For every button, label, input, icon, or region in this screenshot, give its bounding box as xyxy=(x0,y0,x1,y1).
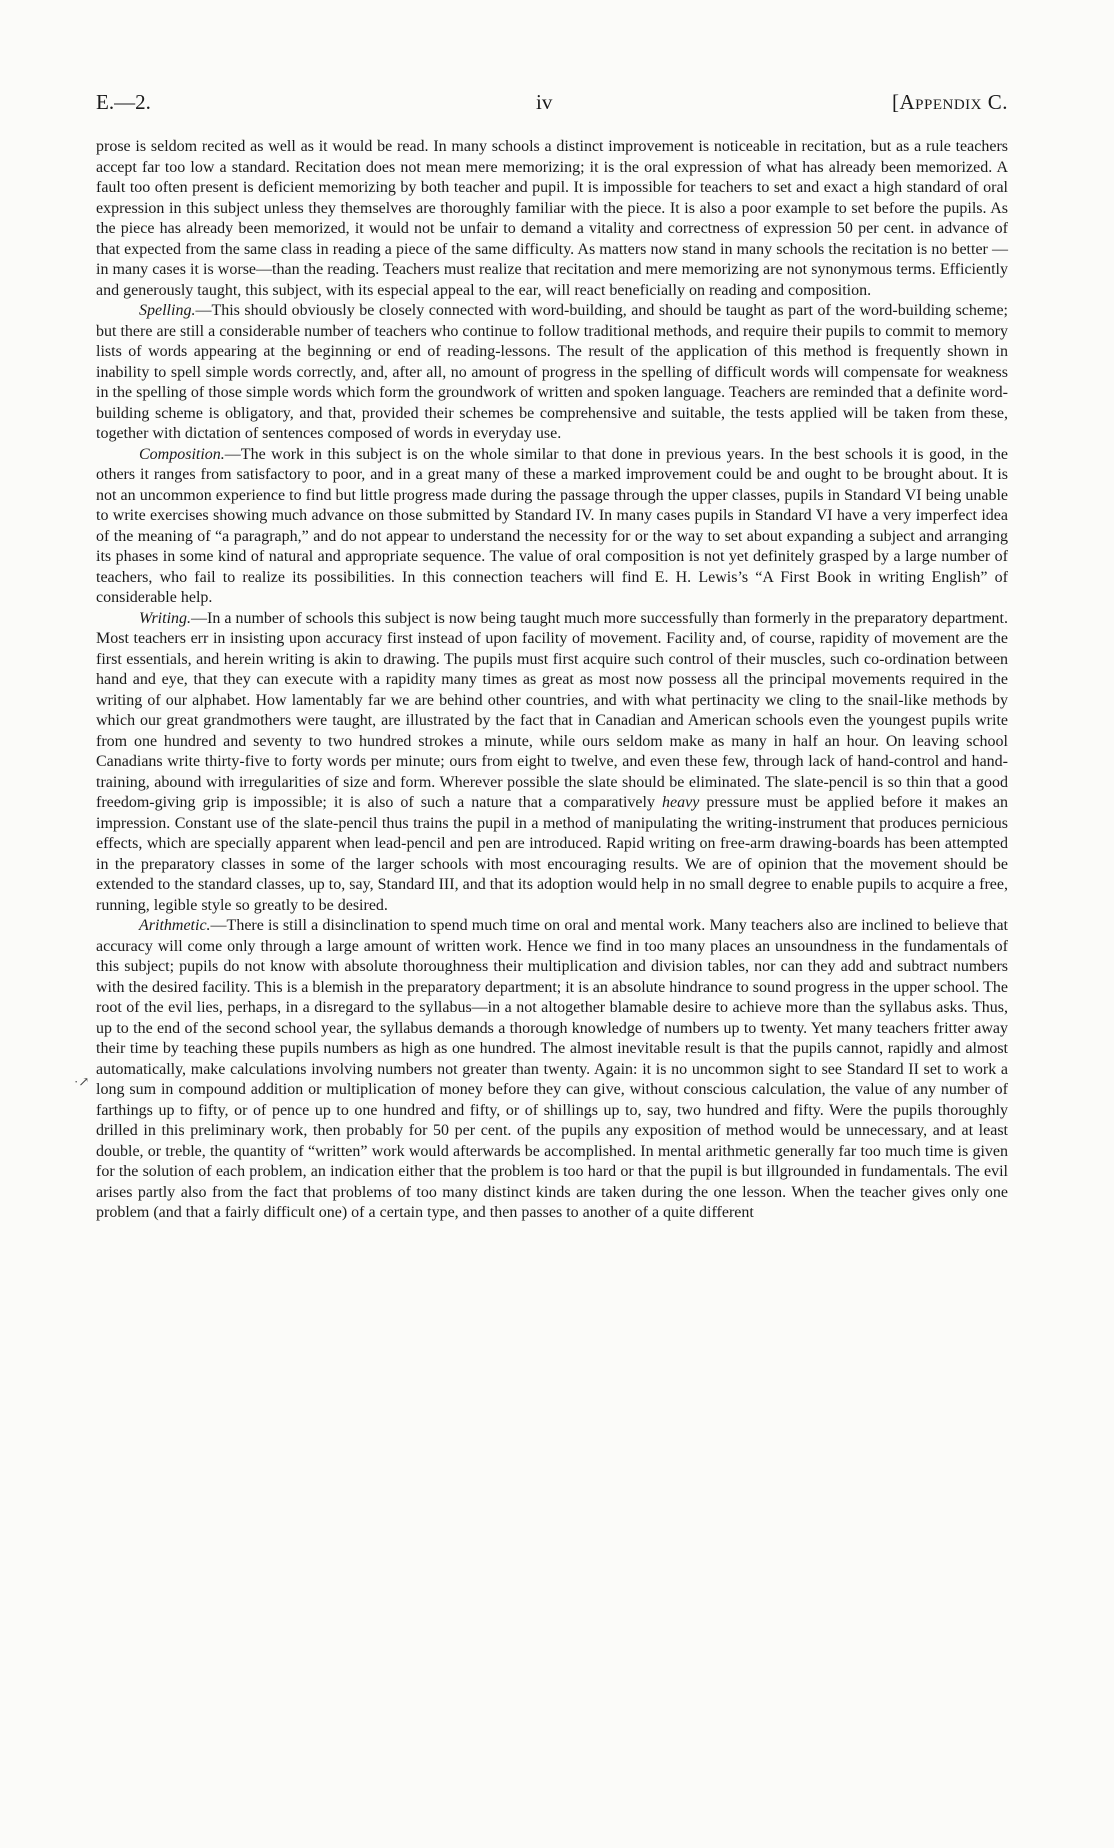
margin-mark: ·↗ xyxy=(74,1074,90,1089)
paragraph-text: —This should obviously be closely connected with word-building, and should be taught as part of the word-building scheme; but there are still a considerable number of teachers who continue to follow traditional methods, and require their pupils to commit to memory lists of words appearing at the beginning or end of reading-lessons. The result of the application of this method is frequently shown in inability to spell simple words correctly, and, after all, no amount of progress in the spelling of difficult words will compensate for weakness in the spelling of those simple words which form the groundwork of written and spoken language. Teachers are reminded that a definite word-building scheme is obligatory, and that, provided their schemes be comprehensive and suitable, the tests applied will be taken from these, together with dictation of sentences composed of words in everyday use. xyxy=(96,302,1008,442)
appendix-label: [Appendix C. xyxy=(891,90,1008,114)
paragraph-spelling xyxy=(96,301,1008,445)
emphasis-heavy: heavy xyxy=(662,794,700,811)
document-reference: E.—2. xyxy=(96,90,151,114)
paragraph-text: pressure must be applied before it makes an impression. Constant use of the slate-pencil thus trains the pupil in a method of manipulating the writing-instrument that produces pernicious effects, which are specially apparent when lead-pencil and pen are introduced. Rapid writing on free-arm drawing-boards has been attempted in the preparatory classes in some of the larger schools with most encouraging results. We are of opinion that the movement should be extended to the standard classes, up to, say, Standard III, and that its adoption would help in no small degree to enable pupils to acquire a free, running, legible style so greatly to be desired. xyxy=(96,794,1008,914)
section-lead-composition: Composition. xyxy=(139,445,225,463)
paragraph-text: —There is still a disinclination to spend much time on oral and mental work. Many teachers also are inclined to believe that accuracy will come only through a large amount of written work. Hence we find in too many places an unsoundness in the fundamentals of this subject; pupils do not know with absolute thoroughness their multiplication and division tables, nor can they add and subtract numbers with the desired facility. This is a blemish in the preparatory department; it is an absolute hindrance to sound progress in the upper school. The root of the evil lies, perhaps, in a disregard to the syllabus—in a not altogether blamable desire to achieve more than the syllabus asks. Thus, up to the end of the second school year, the syllabus demands a thorough knowledge of numbers up to twenty. Yet many teachers fritter away their time by teaching these pupils numbers as high as one hundred. The almost inevitable result is that the pupils cannot, rapidly and almost automatically, make calculations involving numbers not greater than twenty. Again: it is no uncommon sight to see Standard II set to work a long sum in compound addition or multiplication of money before they can give, without conscious calculation, the value of any number of farthings up to fifty, or of pence up to one hundred and fifty, or of shillings up to, say, two hundred and fifty. Were the pupils thoroughly drilled in this preliminary work, then probably for 50 per cent. of the pupils any exposition of method would be unnecessary, and at least double, or treble, the quantity of “written” work would afterwards be accomplished. In mental arithmetic generally far too much time is given for the solution of each problem, an indication either that the problem is too hard or that the pupil is but illgrounded in fundamentals. The evil arises partly also from the fact that problems of too many distinct kinds are taken during the one lesson. When the teacher gives only one problem (and that a fairly difficult one) of a certain type, and then passes to another of a quite different xyxy=(96,917,1008,1221)
body-text xyxy=(96,137,1008,1224)
paragraph-text: —The work in this subject is on the whole similar to that done in previous years. In the best schools it is good, in the others it ranges from satisfactory to poor, and in a great many of these a marked improvement could be and ought to be brought about. It is not an uncommon experience to find but little progress made during the passage through the upper classes, pupils in Standard VI being unable to write exercises showing much advance on those submitted by Standard IV. In many cases pupils in Standard VI have a very imperfect idea of the meaning of “a paragraph,” and do not appear to understand the necessity for or the way to set about expanding a subject and arranging its phases in some kind of natural and appropriate sequence. The value of oral composition is not yet definitely grasped by a large number of teachers, who fail to realize its possibilities. In this connection teachers will find E. H. Lewis’s “A First Book in writing English” of considerable help. xyxy=(96,445,1008,606)
paragraph-arithmetic xyxy=(96,916,1008,1224)
page-number: iv xyxy=(536,90,553,114)
paragraph-text: prose is seldom recited as well as it would be read. In many schools a distinct improvement is noticeable in recitation, but as a rule teachers accept far too low a standard. Recitation does not mean mere memorizing; it is the oral expression of what has already been memorized. A fault too often present is deficient memorizing by both teacher and pupil. It is impossible for teachers to set and exact a high standard of oral expression in this subject unless they themselves are thoroughly familiar with the piece. It is also a poor example to set before the pupils. As the piece has already been memorized, it would not be unfair to demand a vitality and correctness of expression 50 per cent. in advance of that expected from the same class in reading a piece of the same difficulty. As matters now stand in many schools the recitation is no better —in many cases it is worse—than the reading. Teachers must realize that recitation and mere memorizing are not synonymous terms. Efficiently and generously taught, this subject, with its especial appeal to the ear, will react beneficially on reading and composition. xyxy=(96,138,1008,299)
paragraph-recitation xyxy=(96,137,1008,301)
section-lead-writing: Writing. xyxy=(139,609,192,627)
page-header xyxy=(96,90,1008,126)
section-lead-arithmetic: Arithmetic. xyxy=(139,917,211,934)
paragraph-text: —In a number of schools this subject is now being taught much more successfully than formerly in the preparatory department. Most teachers err in insisting upon accuracy first instead of upon facility of movement. Facility and, of course, rapidity of movement are the first essentials, and herein writing is akin to drawing. The pupils must first acquire such control of their muscles, such co-ordination between hand and eye, that they can execute with a rapidity many times as great as most now possess all the principal movements required in the writing of our alphabet. How lamentably far we are behind other countries, and with what pertinacity we cling to the snail-like methods by which our great grandmothers were taught, are illustrated by the fact that in Canadian and American schools even the youngest pupils write from one hundred and seventy to two hundred strokes a minute, while ours seldom make as many in half an hour. On leaving school Canadians write thirty-five to forty words per minute; ours from eight to twelve, and even these few, through lack of hand-control and hand-training, abound with irregularities of size and form. Wherever possible the slate should be eliminated. The slate-pencil is so thin that a good freedom-giving grip is impossible; it is also of such a nature that a comparatively xyxy=(96,609,1008,811)
section-lead-spelling: Spelling. xyxy=(139,302,196,319)
paragraph-composition xyxy=(96,445,1008,609)
paragraph-writing xyxy=(96,609,1008,917)
